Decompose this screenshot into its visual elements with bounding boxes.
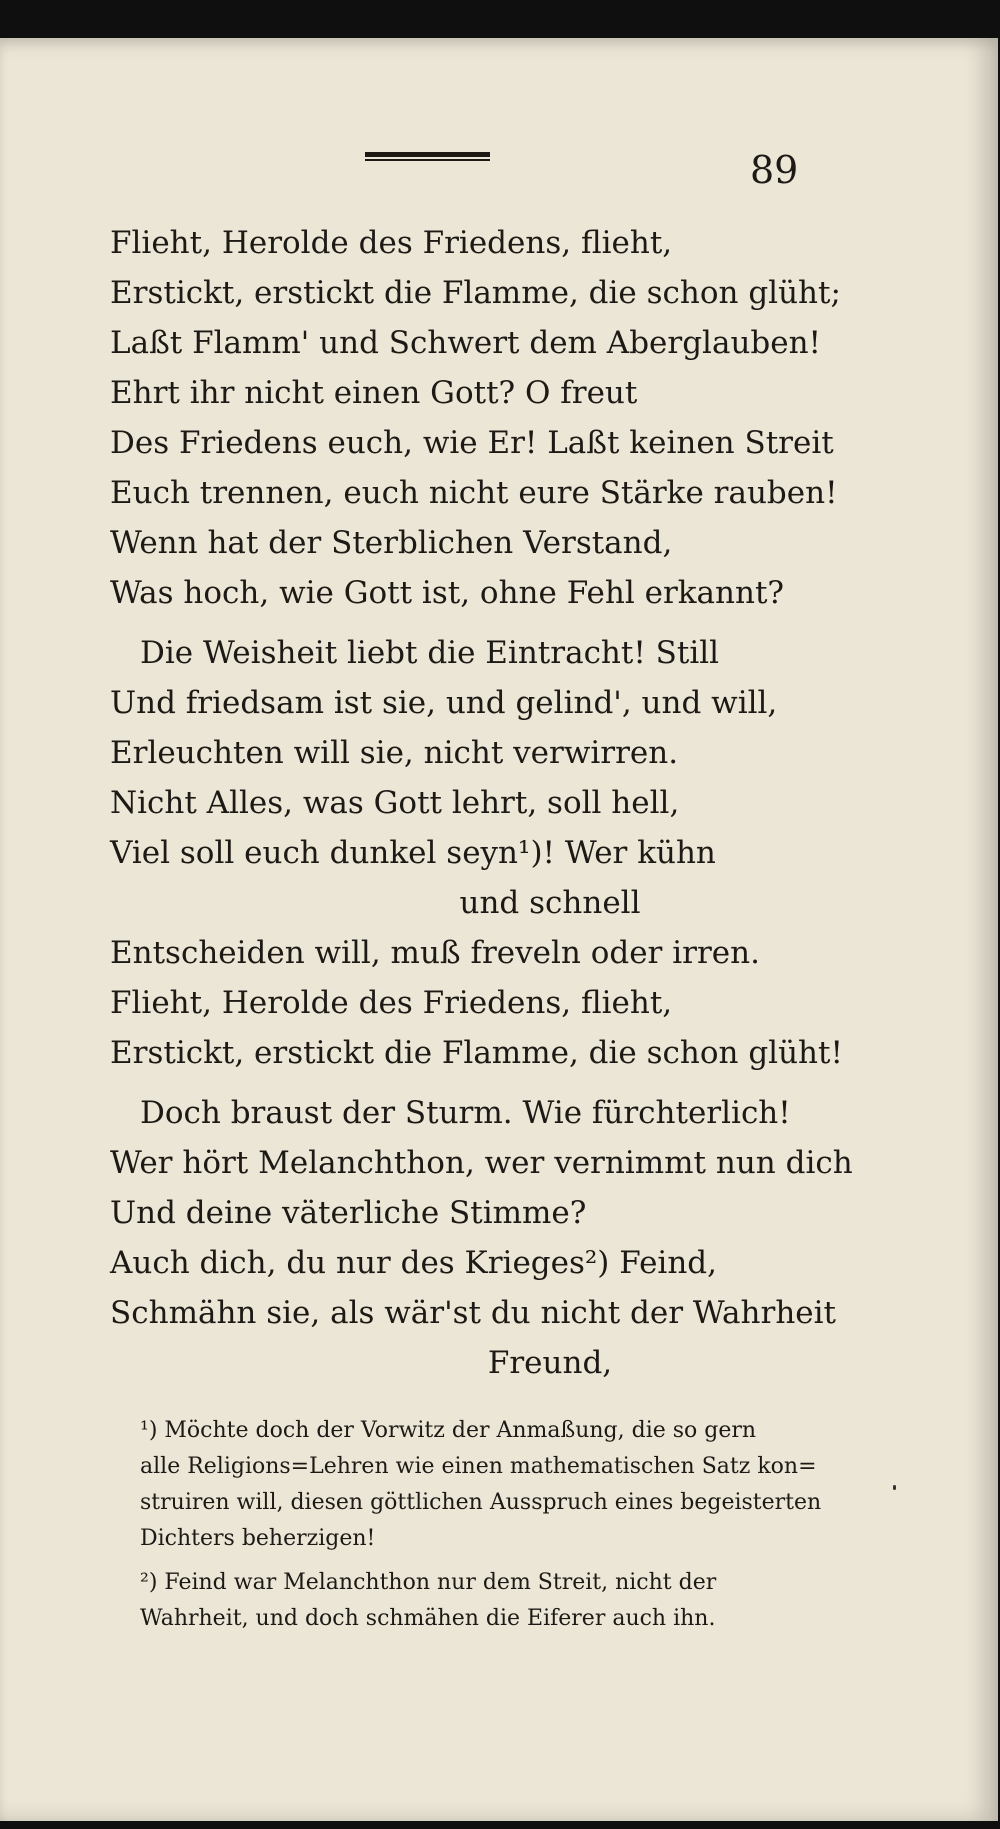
footnote-line: struiren will, diesen göttlichen Ausspruch eines begeisterten [140,1490,822,1515]
poem-line: Die Weisheit liebt die Eintracht! Still [140,635,720,671]
poem-line-continuation: und schnell [459,885,641,921]
poem [110,218,930,1388]
book-page [0,38,998,1821]
paper-speck [893,1485,896,1490]
stanza-3 [110,1088,930,1388]
poem-line: Erstickt, erstickt die Flamme, die schon glüht; [110,275,841,311]
poem-line: Euch trennen, euch nicht eure Stärke rauben! [110,475,838,511]
poem-line: Auch dich, du nur des Krieges²) Feind, [110,1245,717,1281]
header-rule-thick [365,152,490,157]
poem-line: Nicht Alles, was Gott lehrt, soll hell, [110,785,680,821]
poem-line-continuation: Freund, [487,1345,613,1381]
header-rule-thin [365,159,490,161]
poem-line: Schmähn sie, als wär'st du nicht der Wahrheit [110,1295,837,1331]
poem-line: Wenn hat der Sterblichen Verstand, [110,525,673,561]
poem-line: Erleuchten will sie, nicht verwirren. [110,735,679,771]
poem-line: Flieht, Herolde des Friedens, flieht, [110,985,673,1021]
poem-line: Des Friedens euch, wie Er! Laßt keinen Streit [110,425,834,461]
footnotes [140,1413,930,1637]
poem-line: Doch braust der Sturm. Wie fürchterlich! [140,1095,791,1131]
page-number: 89 [750,148,799,192]
footnote-line: alle Religions=Lehren wie einen mathematischen Satz kon= [140,1454,817,1479]
poem-line: Und deine väterliche Stimme? [110,1195,587,1231]
footnote-line: Dichters beherzigen! [140,1526,376,1551]
poem-line: Flieht, Herolde des Friedens, flieht, [110,225,673,261]
poem-line: Erstickt, erstickt die Flamme, die schon glüht! [110,1035,843,1071]
poem-line: Was hoch, wie Gott ist, ohne Fehl erkannt? [110,575,785,611]
footnote-line: ¹) Möchte doch der Vorwitz der Anmaßung, die so gern [140,1418,757,1443]
footnote-2 [140,1565,930,1637]
footnote-1 [140,1413,930,1557]
header-rule [365,152,490,162]
stanza-1 [110,218,930,618]
poem-line: Viel soll euch dunkel seyn¹)! Wer kühn [110,835,716,871]
poem-line: Ehrt ihr nicht einen Gott? O freut [110,375,638,411]
poem-line: Entscheiden will, muß freveln oder irren. [110,935,760,971]
footnote-line: Wahrheit, und doch schmähen die Eiferer auch ihn. [140,1606,716,1631]
stanza-2 [110,628,930,1078]
poem-line: Wer hört Melanchthon, wer vernimmt nun dich [110,1145,853,1181]
poem-line: Laßt Flamm' und Schwert dem Aberglauben! [110,325,822,361]
footnote-line: ²) Feind war Melanchthon nur dem Streit, nicht der [140,1570,717,1595]
poem-line: Und friedsam ist sie, und gelind', und will, [110,685,778,721]
